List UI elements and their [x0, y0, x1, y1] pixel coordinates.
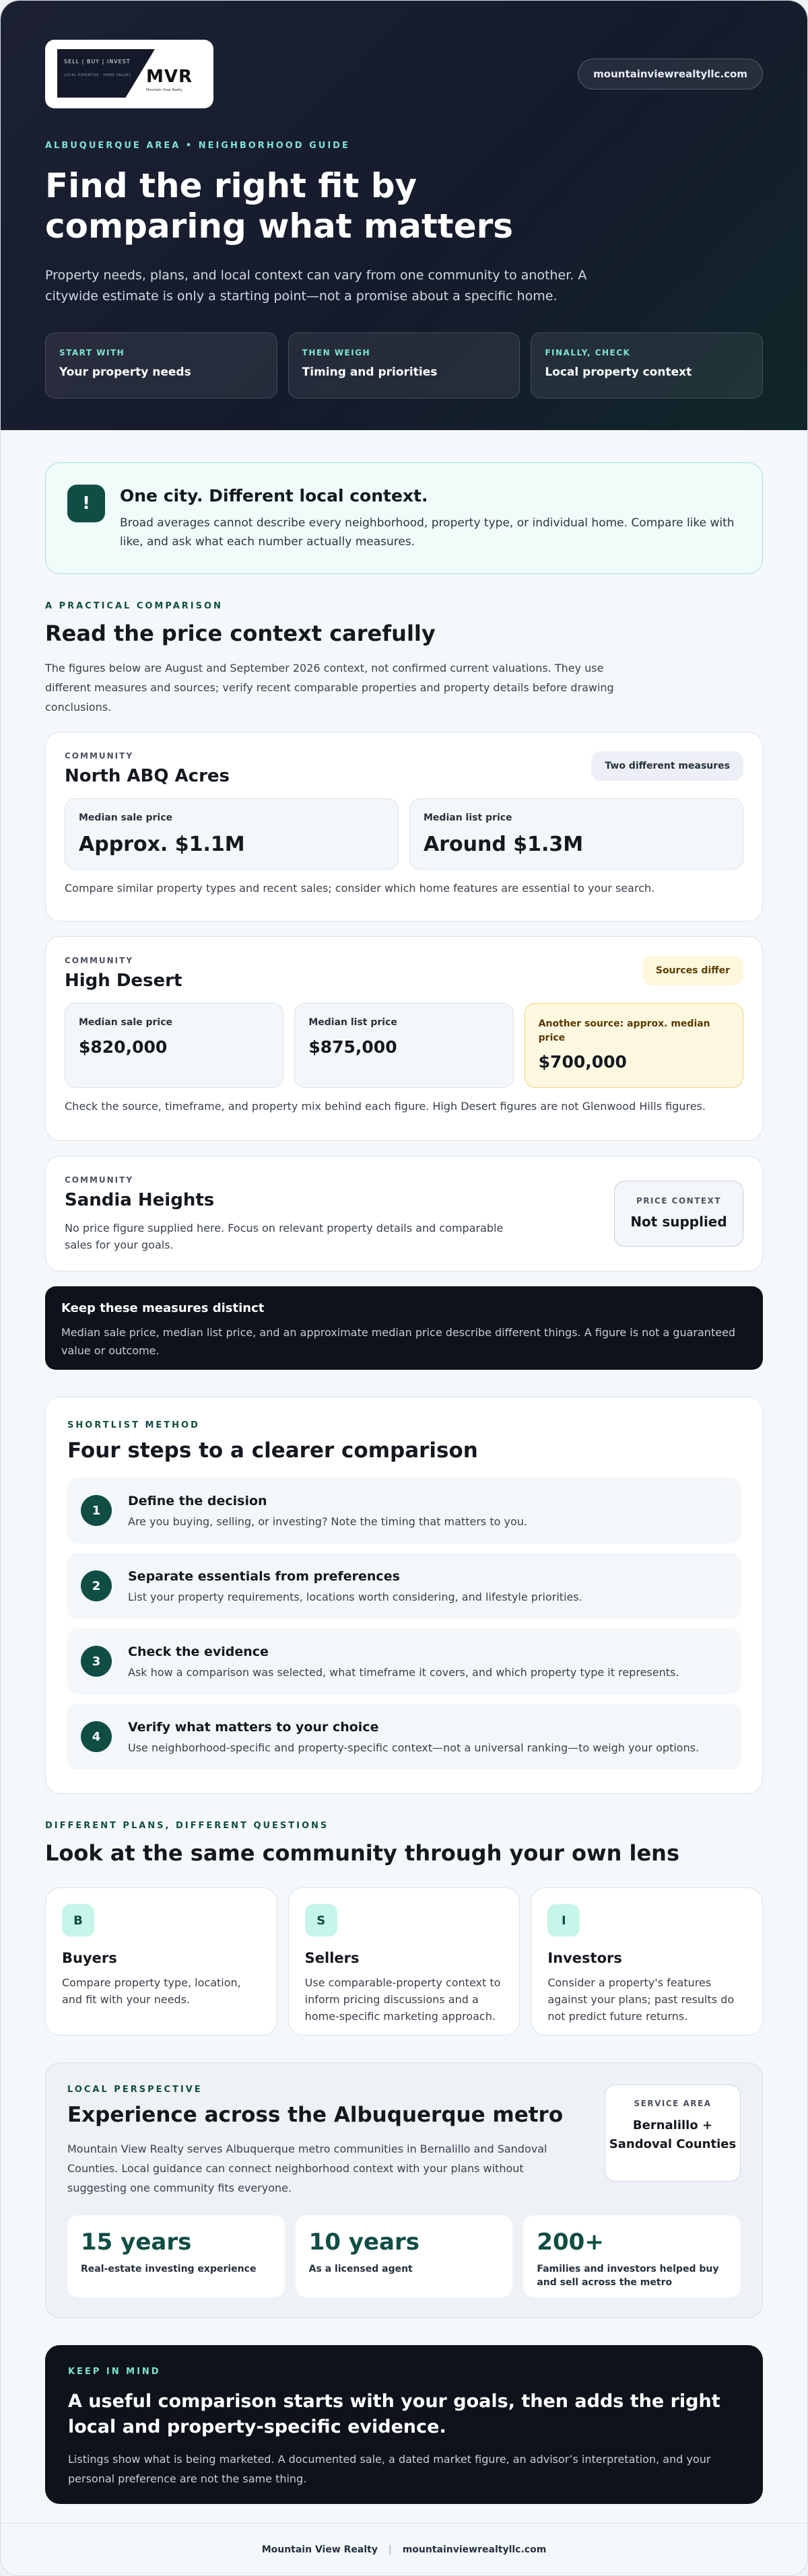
service-area-box — [605, 2085, 741, 2182]
shortlist-section — [45, 1397, 763, 1794]
metric-label: Median list price — [424, 812, 512, 823]
price-context-label: PRICE CONTEXT — [636, 1196, 722, 1206]
logo-mark-sub: Mountain View Realty — [146, 88, 183, 92]
lens-card-desc: Consider a property's features against your plans; past results do not predict future returns. — [547, 1976, 735, 2023]
buyers-icon: B — [62, 1904, 94, 1937]
community-card-sandia-heights — [45, 1156, 763, 1272]
keep-title: A useful comparison starts with your goals, then adds the right local and property-specific evidence. — [68, 2391, 720, 2437]
callout-body: Median sale price, median list price, and an approximate median price describe different things. A figure is not a guaranteed value or outcome. — [61, 1326, 736, 1357]
step-item — [67, 1477, 741, 1543]
lens-card-sellers — [288, 1887, 520, 2035]
local-title: Experience across the Albuquerque metro — [67, 2103, 564, 2127]
lens-card-title: Sellers — [304, 1950, 360, 1966]
lens-card-title: Investors — [547, 1950, 622, 1966]
metric-value: Around $1.3M — [424, 833, 584, 856]
metric-median-sale-price — [65, 1003, 283, 1088]
hero-step-kicker: THEN WEIGH — [302, 348, 371, 357]
measures-callout — [45, 1286, 763, 1370]
logo-mark: MVR — [146, 67, 193, 87]
step-item — [67, 1628, 741, 1694]
metric-median-list-price — [409, 798, 743, 870]
stat-desc: Families and investors helped buy and sell across the metro — [537, 2264, 719, 2288]
comparison-lede: The figures below are August and September 2026 context, not confirmed current valuations. They use different measures and sources; verify recent comparable properties and property details before drawing conclusions. — [45, 662, 614, 713]
metric-label: Median sale price — [79, 1017, 173, 1028]
community-name: North ABQ Acres — [65, 766, 230, 786]
metric-label: Another source: approx. median price — [538, 1018, 710, 1043]
lens-title: Look at the same community through your own lens — [45, 1840, 679, 1866]
keep-body: Listings show what is being marketed. A documented sale, a dated market figure, an advisor’s interpretation, and your personal preference are not the same thing. — [68, 2453, 711, 2485]
metric-value: $875,000 — [308, 1037, 397, 1057]
price-context-value: Not supplied — [630, 1214, 727, 1230]
shortlist-eyebrow: SHORTLIST METHOD — [67, 1420, 200, 1430]
footer-separator: | — [388, 2544, 392, 2555]
footer-domain-link[interactable]: mountainviewrealtyllc.com — [402, 2544, 547, 2555]
hero-step-kicker: START WITH — [59, 348, 125, 357]
community-label: COMMUNITY — [65, 751, 134, 761]
step-item — [67, 1553, 741, 1619]
metric-alternate-source — [525, 1003, 743, 1088]
step-desc: Are you buying, selling, or investing? Note the timing that matters to you. — [128, 1515, 527, 1528]
stat-card — [523, 2215, 741, 2297]
community-card-north-abq-acres — [45, 732, 763, 921]
metric-median-sale-price — [65, 798, 399, 870]
service-area-label: SERVICE AREA — [634, 2099, 712, 2108]
notice-body: Broad averages cannot describe every neighborhood, property type, or individual home. Compare like with like, and ask what each number actually measures. — [120, 516, 735, 549]
footer — [1, 2523, 807, 2575]
step-item — [67, 1704, 741, 1770]
community-note: Compare similar property types and recent sales; consider which home features are essential to your search. — [65, 882, 655, 895]
step-desc: Ask how a comparison was selected, what timeframe it covers, and which property type it represents. — [128, 1665, 679, 1679]
lens-card-desc: Use comparable-property context to inform pricing discussions and a home-specific marketing approach. — [304, 1976, 501, 2023]
community-card-high-desert — [45, 936, 763, 1141]
stat-desc: As a licensed agent — [308, 2264, 413, 2274]
page-title: Find the right fit by comparing what matters — [45, 166, 514, 246]
step-desc: Use neighborhood-specific and property-specific context—not a universal ranking—to weigh your options. — [128, 1741, 700, 1754]
keep-eyebrow: KEEP IN MIND — [68, 2367, 161, 2377]
sources-badge: Sources differ — [642, 956, 743, 985]
comparison-eyebrow: A PRACTICAL COMPARISON — [45, 601, 223, 611]
hero-lede: Property needs, plans, and local context can vary from one community to another. A citywide estimate is only a starting point—not a promise about a specific home. — [45, 268, 587, 304]
domain-link[interactable]: mountainviewrealtyllc.com — [578, 59, 763, 90]
logo[interactable] — [45, 40, 213, 108]
hero-steps — [45, 333, 763, 398]
sellers-icon: S — [305, 1904, 337, 1937]
hero-step — [288, 333, 520, 398]
step-title: Check the evidence — [128, 1644, 269, 1659]
hero-step-kicker: FINALLY, CHECK — [545, 348, 631, 357]
step-number: 2 — [81, 1570, 112, 1601]
keep-in-mind-section — [45, 2345, 763, 2504]
stats-row — [67, 2215, 741, 2297]
local-body: Mountain View Realty serves Albuquerque metro communities in Bernalillo and Sandoval Counties. Local guidance can connect neighborhood context with your plans without suggesting one community fits everyone. — [67, 2143, 547, 2194]
main-content — [1, 430, 807, 2504]
metric-label: Median list price — [308, 1017, 397, 1028]
metric-median-list-price — [294, 1003, 513, 1088]
stat-number: 200+ — [537, 2229, 604, 2256]
stat-card — [296, 2215, 513, 2297]
local-eyebrow: LOCAL PERSPECTIVE — [67, 2085, 203, 2095]
lens-section — [45, 1821, 763, 2035]
footer-brand: Mountain View Realty — [261, 2544, 378, 2555]
local-perspective-section — [45, 2062, 763, 2318]
measure-badge: Two different measures — [591, 751, 743, 781]
lens-card-investors — [531, 1887, 763, 2035]
metric-value: $700,000 — [538, 1052, 627, 1072]
community-note: Check the source, timeframe, and property mix behind each figure. High Desert figures are not Glenwood Hills figures. — [65, 1100, 706, 1113]
metric-value: Approx. $1.1M — [79, 833, 245, 856]
hero-step — [531, 333, 763, 398]
lens-card-desc: Compare property type, location, and fit with your needs. — [62, 1976, 241, 2006]
community-label: COMMUNITY — [65, 1175, 134, 1185]
lens-card-buyers — [45, 1887, 277, 2035]
step-number: 3 — [81, 1646, 112, 1677]
metric-label: Median sale price — [79, 812, 173, 823]
step-title: Verify what matters to your choice — [128, 1719, 379, 1735]
community-note: No price figure supplied here. Focus on relevant property details and comparable sales for your goals. — [65, 1222, 504, 1251]
step-desc: List your property requirements, locations worth considering, and lifestyle priorities. — [128, 1590, 582, 1603]
price-context-box — [614, 1181, 743, 1247]
stat-number: 10 years — [308, 2229, 419, 2256]
comparison-title: Read the price context carefully — [45, 621, 436, 646]
step-title: Define the decision — [128, 1493, 267, 1508]
step-number: 4 — [81, 1721, 112, 1752]
logo-subline: LOCAL EXPERTISE · HOME VALUES — [64, 73, 131, 77]
service-area-value: Bernalillo + Sandoval Counties — [609, 2118, 737, 2151]
hero-step-value: Local property context — [545, 365, 692, 379]
step-number: 1 — [81, 1495, 112, 1526]
logo-tagline: SELL | BUY | INVEST — [64, 59, 131, 65]
alert-icon: ! — [67, 485, 105, 522]
community-label: COMMUNITY — [65, 956, 134, 965]
comparison-section — [45, 601, 763, 1370]
stat-desc: Real-estate investing experience — [81, 2264, 257, 2274]
notice-title: One city. Different local context. — [120, 486, 428, 506]
hero-eyebrow: ALBUQUERQUE AREA • NEIGHBORHOOD GUIDE — [45, 141, 350, 151]
hero-step-value: Timing and priorities — [302, 365, 438, 379]
stat-number: 15 years — [81, 2229, 192, 2256]
community-name: High Desert — [65, 971, 182, 991]
step-title: Separate essentials from preferences — [128, 1568, 400, 1584]
callout-title: Keep these measures distinct — [61, 1301, 265, 1315]
hero — [1, 1, 807, 430]
hero-step-value: Your property needs — [59, 365, 191, 379]
notice-banner — [45, 462, 763, 574]
stat-card — [67, 2215, 285, 2297]
lens-eyebrow: DIFFERENT PLANS, DIFFERENT QUESTIONS — [45, 1821, 329, 1831]
community-name: Sandia Heights — [65, 1190, 215, 1210]
shortlist-title: Four steps to a clearer comparison — [67, 1438, 478, 1463]
investors-icon: I — [547, 1904, 580, 1937]
metric-value: $820,000 — [79, 1037, 168, 1057]
hero-step — [45, 333, 277, 398]
lens-card-title: Buyers — [62, 1950, 117, 1966]
